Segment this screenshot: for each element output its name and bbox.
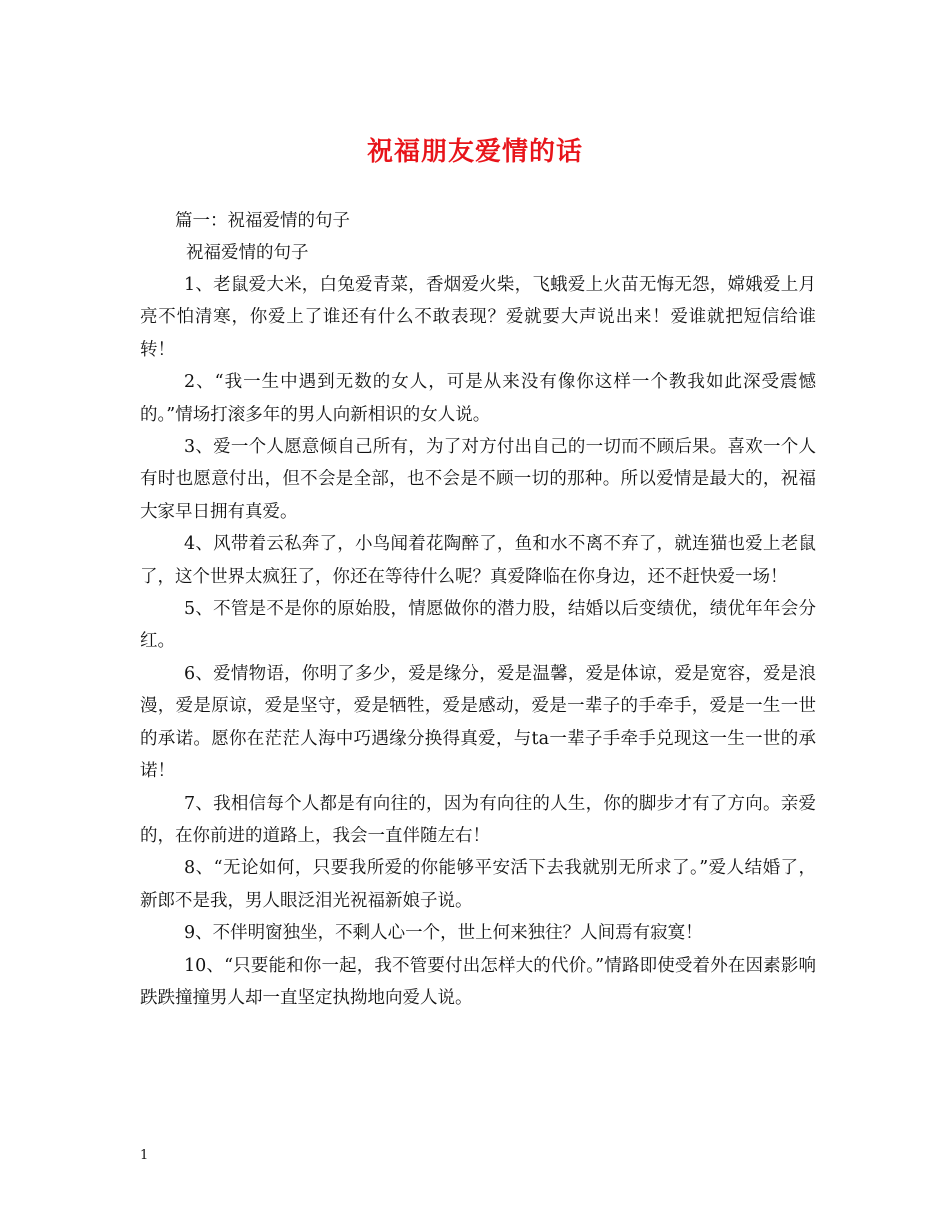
paragraph-10: 10、“只要能和你一起，我不管要付出怎样大的代价。”情路即使受着外在因素影响跌跌撞撞男人却一直坚定执拗地向爱人说。	[140, 955, 816, 1008]
paragraph-2: 2、“我一生中遇到无数的女人，可是从来没有像你这样一个教我如此深受震憾的。”情场打滚多年的男人向新相识的女人说。	[140, 372, 816, 425]
sub-heading: 祝福爱情的句子	[186, 243, 309, 263]
paragraph-7: 7、我相信每个人都是有向往的，因为有向往的人生，你的脚步才有了方向。亲爱的，在你前进的道路上，我会一直伴随左右！	[140, 793, 816, 846]
section-heading: 篇一：祝福爱情的句子	[175, 211, 350, 231]
page-number: 1	[140, 1148, 149, 1163]
page-title: 祝福朋友爱情的话	[366, 137, 583, 167]
paragraph-4: 4、风带着云私奔了，小鸟闻着花陶醉了，鱼和水不离不弃了，就连猫也爱上老鼠了，这个世界太疯狂了，你还在等待什么呢？真爱降临在你身边，还不赶快爱一场！	[140, 534, 816, 587]
paragraph-9: 9、不伴明窗独坐，不剩人心一个，世上何来独往？人间焉有寂寞！	[184, 923, 703, 944]
document-body	[140, 205, 816, 1014]
paragraph-8: 8、“无论如何，只要我所爱的你能够平安活下去我就别无所求了。”爱人结婚了，新郎不是我，男人眼泛泪光祝福新娘子说。	[140, 858, 816, 911]
paragraph-5: 5、不管是不是你的原始股，情愿做你的潜力股，结婚以后变绩优，绩优年年会分红。	[140, 599, 816, 652]
paragraph-6: 6、爱情物语，你明了多少，爱是缘分，爱是温馨，爱是体谅，爱是宽容，爱是浪漫，爱是原谅，爱是坚守，爱是牺牲，爱是感动，爱是一辈子的手牵手，爱是一生一世的承诺。愿你在茫茫人海中巧遇缘分换得真爱，与ta一辈子手牵手兑现这一生一世的承诺！	[140, 663, 816, 782]
paragraph-1: 1、老鼠爱大米，白兔爱青菜，香烟爱火柴，飞蛾爱上火苗无悔无怨，嫦娥爱上月亮不怕清寒，你爱上了谁还有什么不敢表现？爱就要大声说出来！爱谁就把短信给谁转！	[140, 275, 816, 360]
paragraph-3: 3、爱一个人愿意倾自己所有，为了对方付出自己的一切而不顾后果。喜欢一个人有时也愿意付出，但不会是全部，也不会是不顾一切的那种。所以爱情是最大的，祝福大家早日拥有真爱。	[140, 437, 816, 522]
